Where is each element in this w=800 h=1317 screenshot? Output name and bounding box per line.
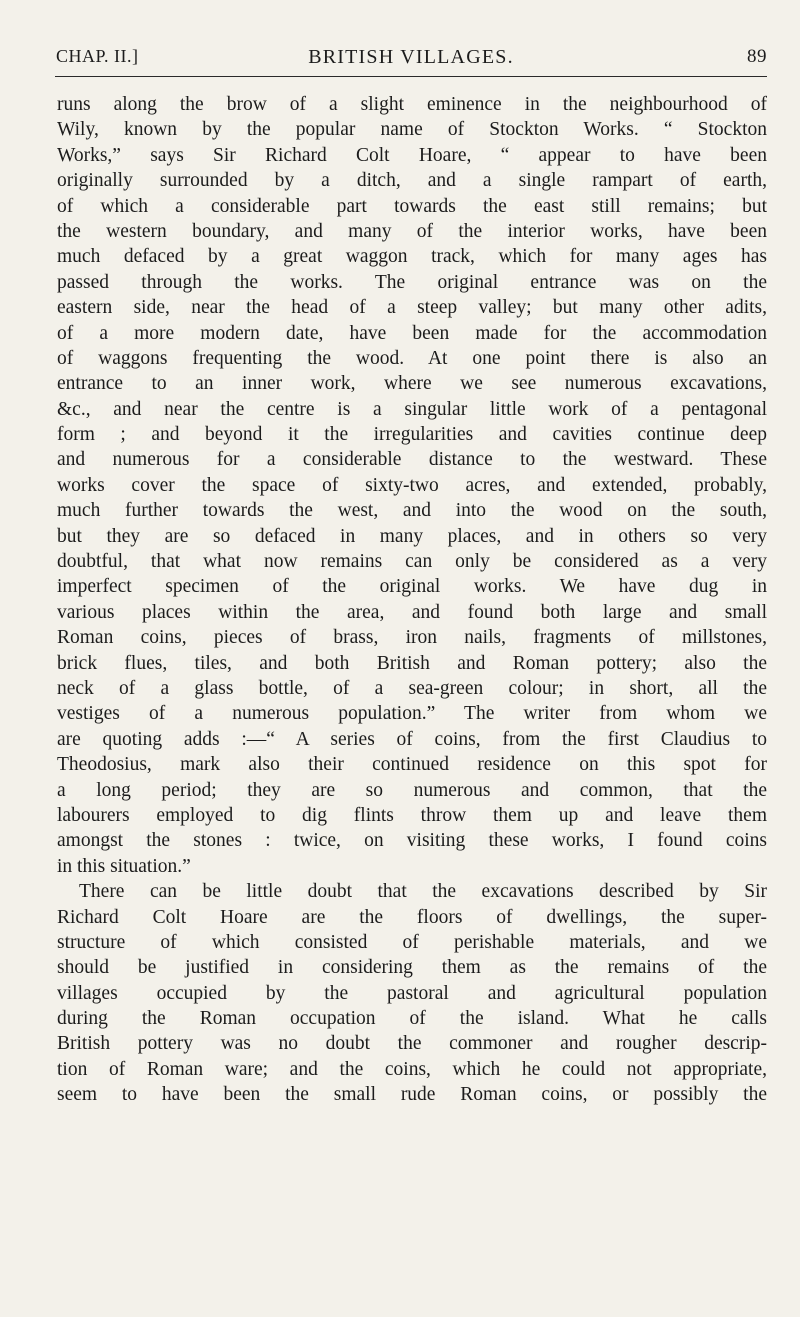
text-line: Richard Colt Hoare are the floors of dwellings, the super-: [57, 906, 767, 928]
running-head: [55, 40, 767, 77]
text-line: a long period; they are so numerous and common, that the: [57, 779, 767, 801]
page-number: 89: [747, 46, 767, 67]
text-line: of which a considerable part towards the east still remains; but: [57, 195, 767, 217]
text-line: and numerous for a considerable distance to the westward. These: [57, 449, 767, 471]
text-line: There can be little doubt that the excavations described by Sir: [79, 881, 767, 903]
text-line: Works,” says Sir Richard Colt Hoare, “ appear to have been: [57, 144, 767, 166]
paragraph-2: [57, 879, 767, 1108]
text-line: amongst the stones : twice, on visiting these works, I found coins: [57, 830, 767, 852]
text-line: neck of a glass bottle, of a sea-green colour; in short, all the: [57, 677, 767, 699]
text-line: the western boundary, and many of the interior works, have been: [57, 220, 767, 242]
page-title: BRITISH VILLAGES.: [308, 46, 514, 68]
text-line: Theodosius, mark also their continued residence on this spot for: [57, 754, 767, 776]
text-line: eastern side, near the head of a steep valley; but many other adits,: [57, 297, 767, 319]
text-line: labourers employed to dig flints throw them up and leave them: [57, 804, 767, 826]
text-line: imperfect specimen of the original works. We have dug in: [57, 576, 767, 598]
text-line: works cover the space of sixty-two acres, and extended, probably,: [57, 474, 767, 496]
text-line: structure of which consisted of perishable materials, and we: [57, 931, 767, 953]
text-line: much defaced by a great waggon track, which for many ages has: [57, 246, 767, 268]
text-line: runs along the brow of a slight eminence in the neighbourhood of: [57, 94, 767, 115]
chapter-label: CHAP. II.]: [56, 46, 139, 66]
text-line: are quoting adds :—“ A series of coins, from the first Claudius to: [57, 728, 767, 750]
text-line: Wily, known by the popular name of Stockton Works. “ Stockton: [57, 119, 767, 141]
text-line: seem to have been the small rude Roman coins, or possibly the: [57, 1084, 767, 1106]
text-line: British pottery was no doubt the commoner and rougher descrip-: [57, 1033, 767, 1055]
text-line: villages occupied by the pastoral and agricultural population: [57, 982, 767, 1004]
text-line: in this situation.”: [57, 855, 191, 877]
text-line: brick flues, tiles, and both British and Roman pottery; also the: [57, 652, 767, 674]
text-line: doubtful, that what now remains can only be considered as a very: [57, 551, 767, 573]
text-line: should be justified in considering them as the remains of the: [57, 957, 767, 979]
paragraph-1: [57, 92, 767, 879]
text-line: Roman coins, pieces of brass, iron nails, fragments of millstones,: [57, 627, 767, 649]
text-line: various places within the area, and found both large and small: [57, 601, 767, 623]
text-line: of waggons frequenting the wood. At one point there is also an: [57, 347, 767, 369]
text-line: entrance to an inner work, where we see numerous excavations,: [57, 373, 767, 395]
text-line: much further towards the west, and into the wood on the south,: [57, 500, 767, 522]
text-line: vestiges of a numerous population.” The writer from whom we: [57, 703, 767, 725]
text-line: passed through the works. The original entrance was on the: [57, 271, 767, 293]
text-line: originally surrounded by a ditch, and a single rampart of earth,: [57, 170, 767, 192]
text-line: during the Roman occupation of the island. What he calls: [57, 1008, 767, 1030]
text-line: tion of Roman ware; and the coins, which he could not appropriate,: [57, 1058, 767, 1080]
text-line: &c., and near the centre is a singular little work of a pentagonal: [57, 398, 767, 420]
text-line: form ; and beyond it the irregularities and cavities continue deep: [57, 424, 767, 446]
text-line: but they are so defaced in many places, and in others so very: [57, 525, 767, 547]
body-text: [57, 92, 767, 1108]
text-line: of a more modern date, have been made for the accommodation: [57, 322, 767, 344]
